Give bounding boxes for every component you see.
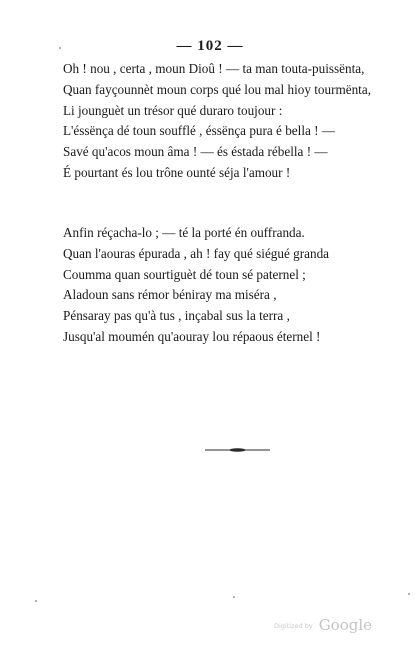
verse-line: Aladoun sans rémor béniray ma miséra , <box>63 287 277 303</box>
verse-line: Li jounguèt un trésor qué duraro toujour : <box>63 102 283 118</box>
google-logo: Google <box>318 616 373 634</box>
verse-line: É pourtant és lou trône ounté séja l'amour ! <box>63 164 291 180</box>
ornament-rule <box>205 447 270 453</box>
digitized-by-google-watermark <box>274 616 372 635</box>
scan-speck <box>233 596 235 598</box>
scan-speck <box>408 593 410 595</box>
digitized-by-label: Digitized by <box>274 622 313 630</box>
verse-line: Oh ! nou , certa , moun Dioû ! — ta man touta-puissënta, <box>63 61 365 76</box>
page-number: — 102 — <box>176 38 244 54</box>
verse-line: L'éssënça dé toun soufflé , éssënça pura é bella ! — <box>63 123 336 139</box>
stanza <box>63 59 383 184</box>
verse-line: Coumma quan sourtiguèt dé toun sé paternel ; <box>63 266 306 282</box>
verse-line: Pénsaray pas qu'à tus , inçabal sus la terra , <box>63 308 290 324</box>
verse-line: Quan l'aouras épurada , ah ! fay qué siégué granda <box>63 245 330 261</box>
scan-speck <box>59 47 61 49</box>
verse-line: Quan fayçounnèt moun corps qué lou mal hioy tourmënta, <box>63 81 372 97</box>
scan-speck <box>35 600 37 602</box>
verse-line: Jusqu'al moumén qu'aouray lou répaous éternel ! <box>63 328 321 344</box>
verse-line: Savé qu'acos moun âma ! — és éstada rébella ! — <box>63 144 328 160</box>
stanza <box>63 223 383 348</box>
verse-line: Anfin réçacha-lo ; — té la porté én ouffranda. <box>63 225 305 240</box>
